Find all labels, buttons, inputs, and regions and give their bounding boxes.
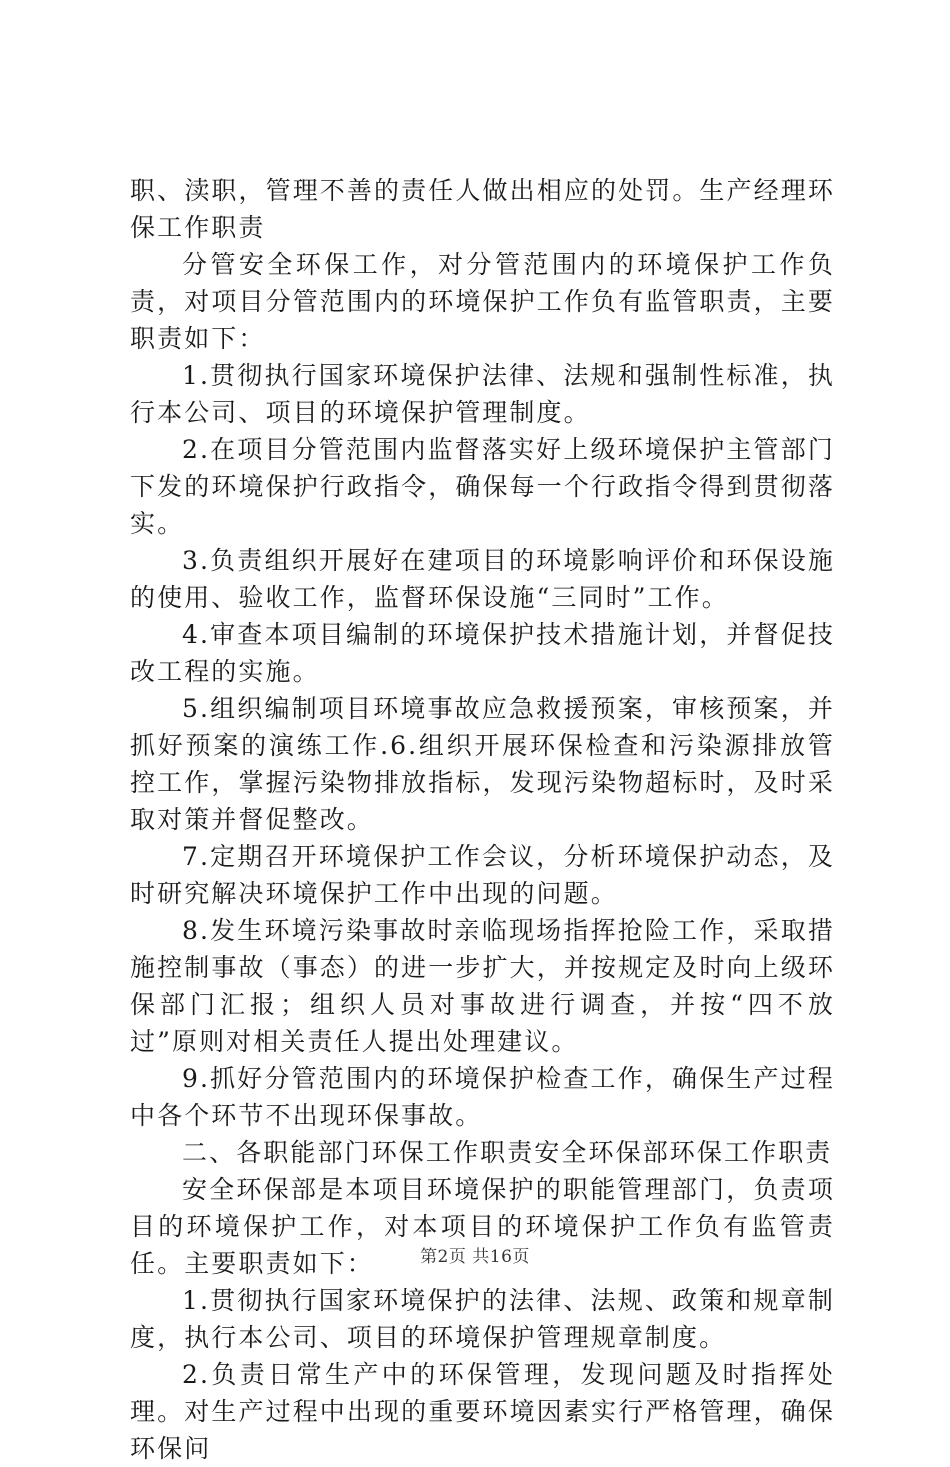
page-footer — [0, 1242, 950, 1267]
paragraph-8: 7.定期召开环境保护工作会议，分析环境保护动态，及时研究解决环境保护工作中出现的问题。 — [130, 842, 835, 908]
paragraph-3: 1.贯彻执行国家环境保护法律、法规和强制性标准，执行本公司、项目的环境保护管理制度。 — [130, 361, 835, 427]
paragraph-10: 9.抓好分管范围内的环境保护检查工作，确保生产过程中各个环节不出现环保事故。 — [130, 1064, 835, 1130]
paragraph-4: 2.在项目分管范围内监督落实好上级环境保护主管部门下发的环境保护行政指令，确保每一个行政指令得到贯彻落实。 — [130, 435, 835, 538]
paragraph-13: 1.贯彻执行国家环境保护的法律、法规、政策和规章制度，执行本公司、项目的环境保护管理规章制度。 — [130, 1286, 835, 1352]
page-number-label: 第2页 共16页 — [420, 1247, 530, 1267]
paragraph-6: 4.审查本项目编制的环境保护技术措施计划，并督促技改工程的实施。 — [130, 620, 835, 686]
paragraph-14: 2.负责日常生产中的环保管理，发现问题及时指挥处理。对生产过程中出现的重要环境因素实行严格管理，确保环保问 — [130, 1360, 835, 1463]
document-body — [130, 172, 835, 1467]
paragraph-12: 安全环保部是本项目环境保护的职能管理部门，负责项目的环境保护工作，对本项目的环境保护工作负有监管责任。主要职责如下： — [130, 1175, 835, 1278]
paragraph-2: 分管安全环保工作，对分管范围内的环境保护工作负责，对项目分管范围内的环境保护工作负有监管职责，主要职责如下： — [130, 250, 835, 353]
paragraph-5: 3.负责组织开展好在建项目的环境影响评价和环保设施的使用、验收工作，监督环保设施“三同时”工作。 — [130, 546, 835, 612]
paragraph-9: 8.发生环境污染事故时亲临现场指挥抢险工作，采取措施控制事故（事态）的进一步扩大，并按规定及时向上级环保部门汇报；组织人员对事故进行调查，并按“四不放过”原则对相关责任人提出处理建议。 — [130, 916, 835, 1056]
paragraph-1: 职、渎职，管理不善的责任人做出相应的处罚。生产经理环保工作职责 — [130, 176, 835, 242]
section-heading: 二、各职能部门环保工作职责安全环保部环保工作职责 — [182, 1138, 833, 1167]
paragraph-7: 5.组织编制项目环境事故应急救援预案，审核预案，并抓好预案的演练工作.6.组织开展环保检查和污染源排放管控工作，掌握污染物排放指标，发现污染物超标时，及时采取对策并督促整改。 — [130, 694, 835, 834]
